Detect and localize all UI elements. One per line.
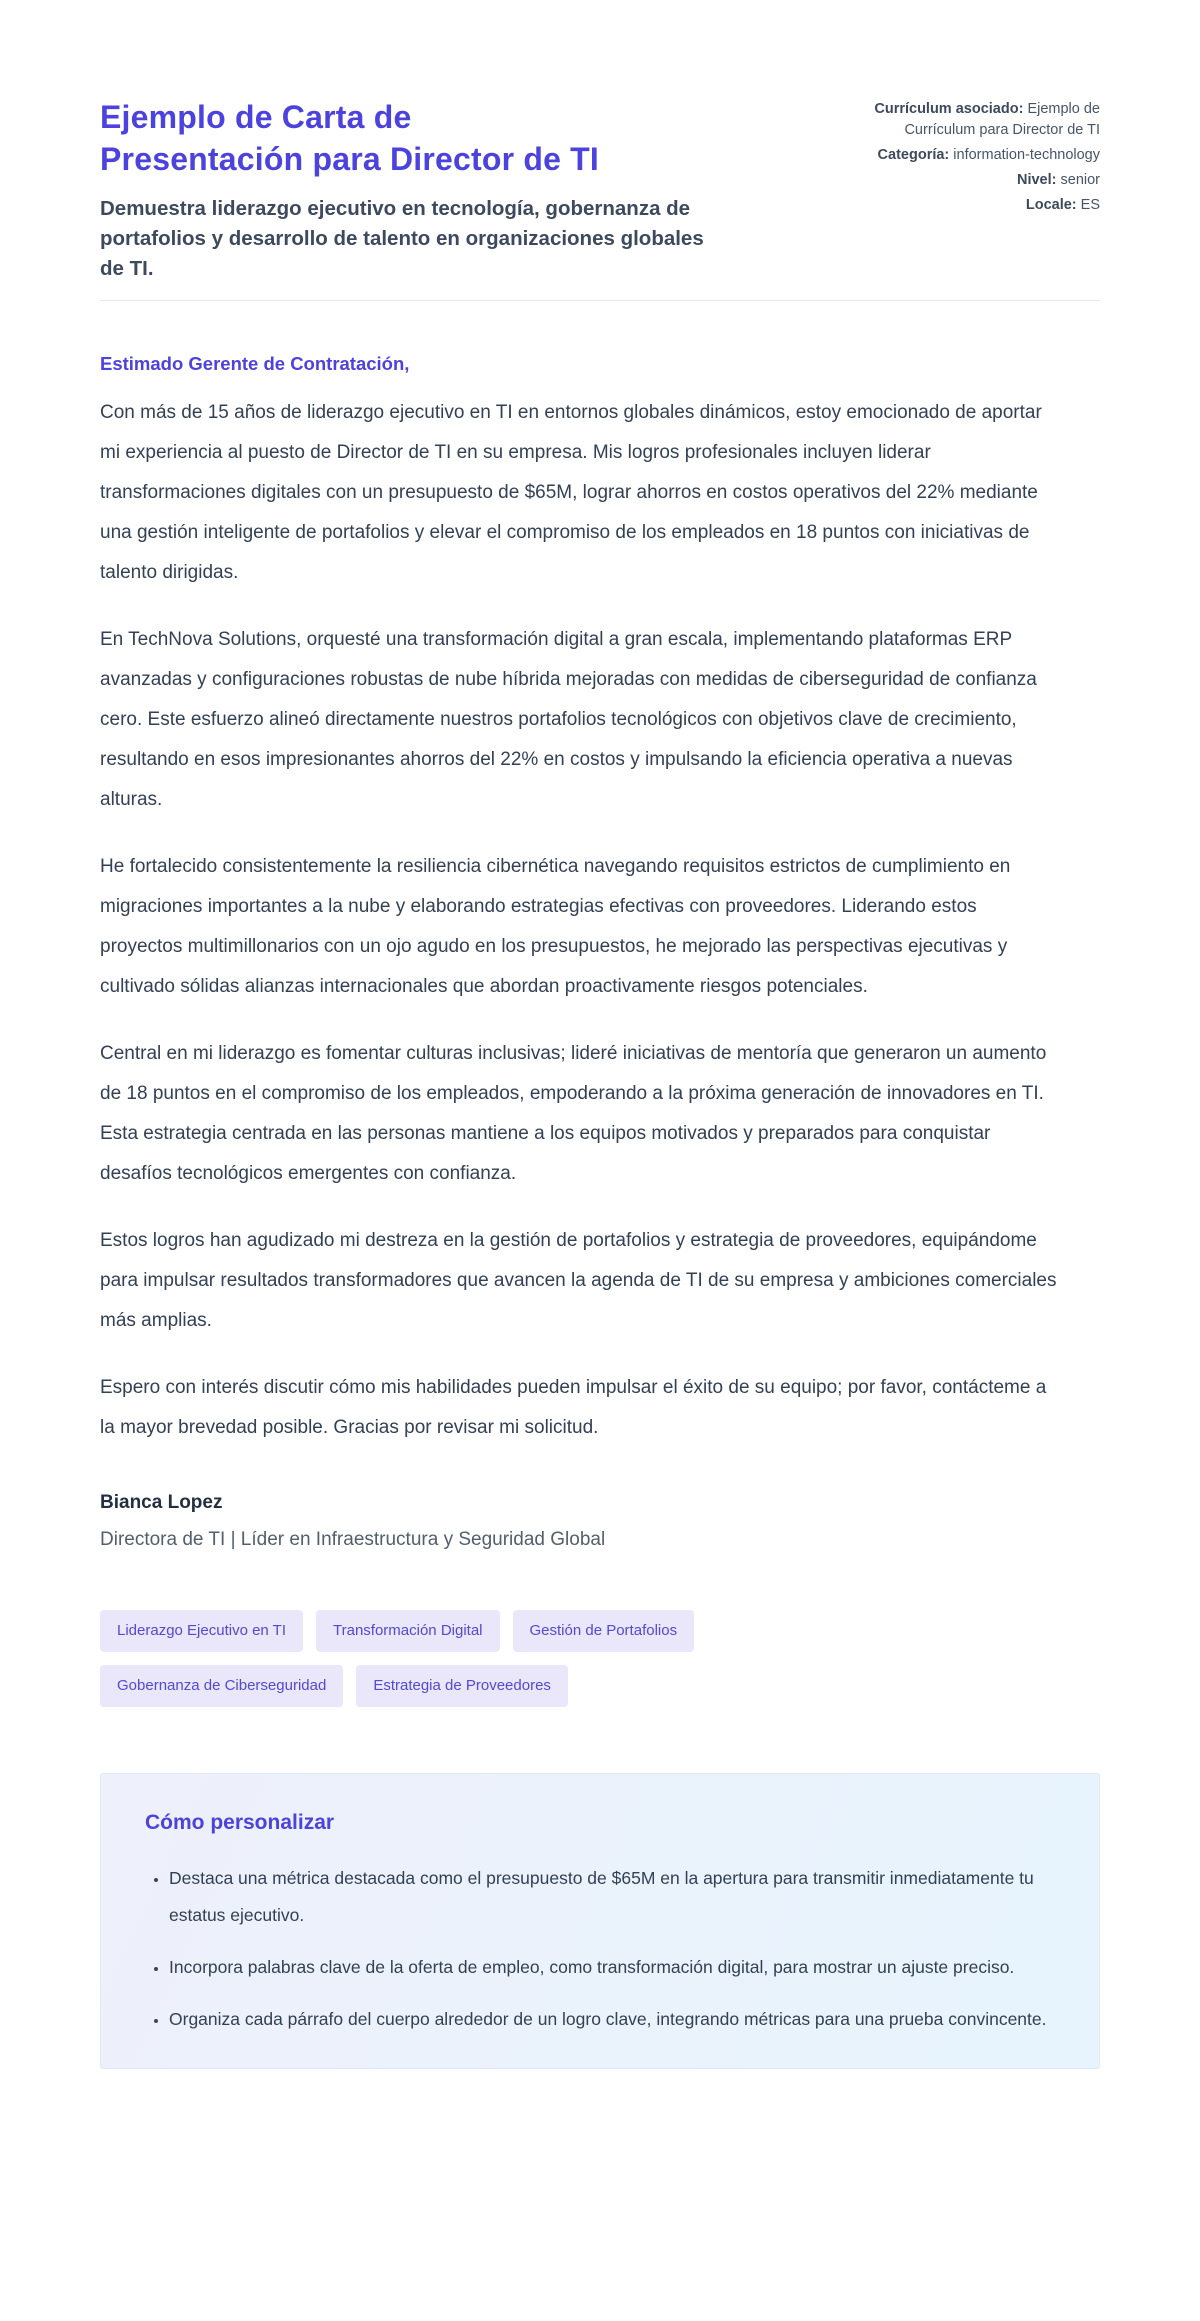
tip-item-1: • Destaca una métrica destacada como el presupuesto de $65M en la apertura para transmitir inmediatamente tu estatus ejecutivo. (169, 1860, 1055, 1934)
tip-item-3: • Organiza cada párrafo del cuerpo alrededor de un logro clave, integrando métricas para una prueba convincente. (169, 2001, 1055, 2038)
meta-category-label: Categoría: (877, 147, 950, 163)
meta-level-value: senior (1060, 172, 1100, 188)
letter-paragraph-4: Central en mi liderazgo es fomentar culturas inclusivas; lideré iniciativas de mentoría que generaron un aumento de 18 puntos en el compromiso de los empleados, empoderando a la próxima generación de innovadores en TI. Esta estrategia centrada en las personas mantiene a los equipos motivados y preparados para conquistar desafíos tecnológicos emergentes con confianza. (100, 1043, 1047, 1184)
page-title-line-2: Presentación para Director de TI (100, 141, 600, 177)
letter-paragraph-3: He fortalecido consistentemente la resiliencia cibernética navegando requisitos estrictos de cumplimiento en migraciones importantes a la nube y elaborando estrategias efectivas con proveedores. Liderando estos proyectos multimillonarios con un ojo agudo en los presupuestos, he mejorado las perspectivas ejecutivas y cultivado sólidas alianzas internacionales que abordan proactivamente riesgos potenciales. (100, 856, 1011, 997)
tip-item-2: • Incorpora palabras clave de la oferta de empleo, como transformación digital, para mostrar un ajuste preciso. (169, 1949, 1055, 1986)
header-title-block (100, 96, 760, 284)
tag-digital-transformation: Transformación Digital (316, 1610, 500, 1652)
meta-associated-resume (862, 99, 1100, 141)
tag-vendor-strategy: Estrategia de Proveedores (356, 1665, 568, 1707)
tips-list (145, 1860, 1055, 2038)
tag-executive-leadership: Liderazgo Ejecutivo en TI (100, 1610, 303, 1652)
tag-list (100, 1610, 820, 1707)
letter-paragraph-2: En TechNova Solutions, orquesté una transformación digital a gran escala, implementando plataformas ERP avanzadas y configuraciones robustas de nube híbrida mejoradas con medidas de ciberseguridad de confianza cero. Este esfuerzo alineó directamente nuestros portafolios tecnológicos con objetivos clave de crecimiento, resultando en esos impresionantes ahorros del 22% en costos y impulsando la eficiencia operativa a nuevas alturas. (100, 629, 1037, 810)
meta-locale-label: Locale: (1025, 197, 1077, 213)
letter-paragraph-5: Estos logros han agudizado mi destreza en la gestión de portafolios y estrategia de proveedores, equipándome para impulsar resultados transformadores que avancen la agenda de TI de su empresa y ambiciones comerciales más amplias. (100, 1230, 1057, 1331)
meta-locale-value: ES (1080, 197, 1100, 213)
header-divider (100, 300, 1100, 301)
page-title-line-1: Ejemplo de Carta de (100, 99, 412, 135)
page-title (100, 96, 760, 180)
signature-role: Directora de TI | Líder en Infraestructura y Seguridad Global (100, 1529, 606, 1550)
tag-portfolio-management: Gestión de Portafolios (513, 1610, 695, 1652)
customize-tips-box (100, 1773, 1100, 2069)
meta-associated-resume-label: Currículum asociado: (874, 101, 1024, 117)
meta-level (862, 170, 1100, 191)
signature-name: Bianca Lopez (100, 1492, 223, 1513)
letter-greeting: Estimado Gerente de Contratación, (100, 353, 410, 374)
letter-paragraph-6: Espero con interés discutir cómo mis habilidades pueden impulsar el éxito de su equipo; por favor, contácteme a la mayor brevedad posible. Gracias por revisar mi solicitud. (100, 1377, 1047, 1438)
tips-title: Cómo personalizar (145, 1811, 335, 1834)
letter-body (100, 351, 1100, 1554)
letter-paragraph-1: Con más de 15 años de liderazgo ejecutivo en TI en entornos globales dinámicos, estoy emocionado de aportar mi experiencia al puesto de Director de TI en su empresa. Mis logros profesionales incluyen liderar transformaciones digitales con un presupuesto de $65M, lograr ahorros en costos operativos del 22% mediante una gestión inteligente de portafolios y elevar el compromiso de los empleados en 18 puntos con iniciativas de talento dirigidas. (100, 402, 1042, 583)
meta-panel (862, 96, 1100, 220)
associated-resume-link[interactable]: Ejemplo de Currículum para Director de TI (904, 101, 1100, 138)
page-subtitle: Demuestra liderazgo ejecutivo en tecnología, gobernanza de portafolios y desarrollo de talento en organizaciones globales de TI. (100, 197, 704, 280)
tag-cybersecurity-governance: Gobernanza de Ciberseguridad (100, 1665, 343, 1707)
page-header (100, 96, 1100, 284)
cover-letter-page (100, 0, 1100, 2139)
meta-level-label: Nivel: (1016, 172, 1057, 188)
meta-locale (862, 195, 1100, 216)
meta-category-value: information-technology (953, 147, 1100, 163)
meta-category (862, 145, 1100, 166)
